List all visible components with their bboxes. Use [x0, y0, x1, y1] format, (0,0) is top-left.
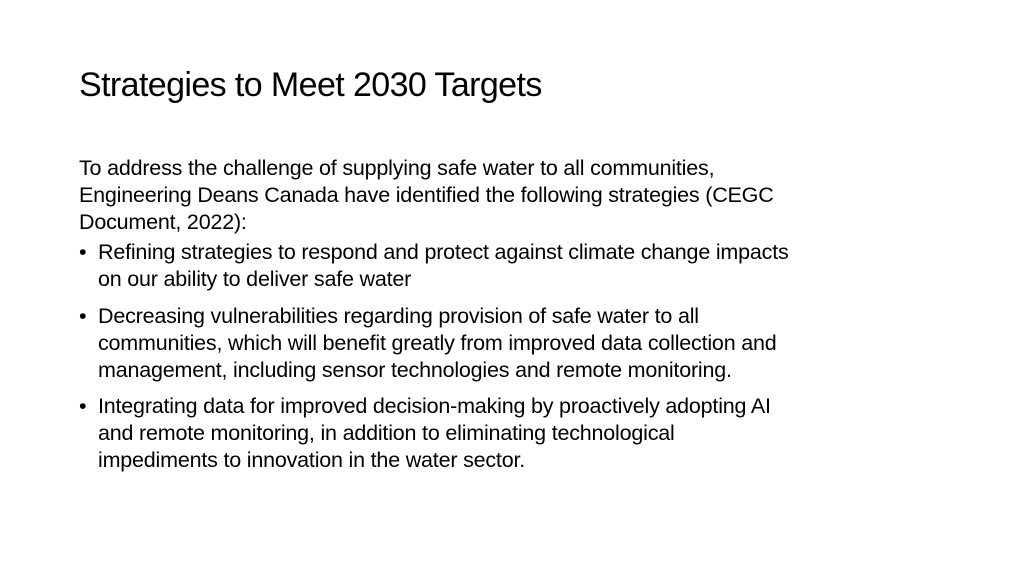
intro-paragraph	[79, 155, 959, 235]
bullet-list	[79, 239, 959, 473]
bullet-dot-icon: •	[79, 394, 87, 419]
slide-body	[79, 155, 959, 484]
bullet-line: impediments to innovation in the water sector.	[98, 447, 526, 472]
bullet-line: Decreasing vulnerabilities regarding provision of safe water to all	[98, 303, 699, 328]
bullet-item	[79, 393, 959, 473]
intro-line: Document, 2022):	[79, 209, 247, 234]
bullet-item	[79, 239, 959, 293]
bullet-line: Refining strategies to respond and protect against climate change impacts	[98, 240, 789, 265]
bullet-dot-icon: •	[79, 240, 87, 265]
bullet-line: management, including sensor technologies and remote monitoring.	[98, 357, 732, 382]
bullet-line: communities, which will benefit greatly from improved data collection and	[98, 330, 777, 355]
bullet-item	[79, 303, 959, 383]
intro-line: Engineering Deans Canada have identified the following strategies (CEGC	[79, 182, 774, 207]
bullet-line: on our ability to deliver safe water	[98, 267, 412, 292]
slide-title: Strategies to Meet 2030 Targets	[79, 66, 542, 104]
bullet-line: Integrating data for improved decision-making by proactively adopting AI	[98, 394, 771, 419]
bullet-dot-icon: •	[79, 303, 87, 328]
bullet-line: and remote monitoring, in addition to eliminating technological	[98, 421, 675, 446]
intro-line: To address the challenge of supplying safe water to all communities,	[79, 156, 715, 180]
